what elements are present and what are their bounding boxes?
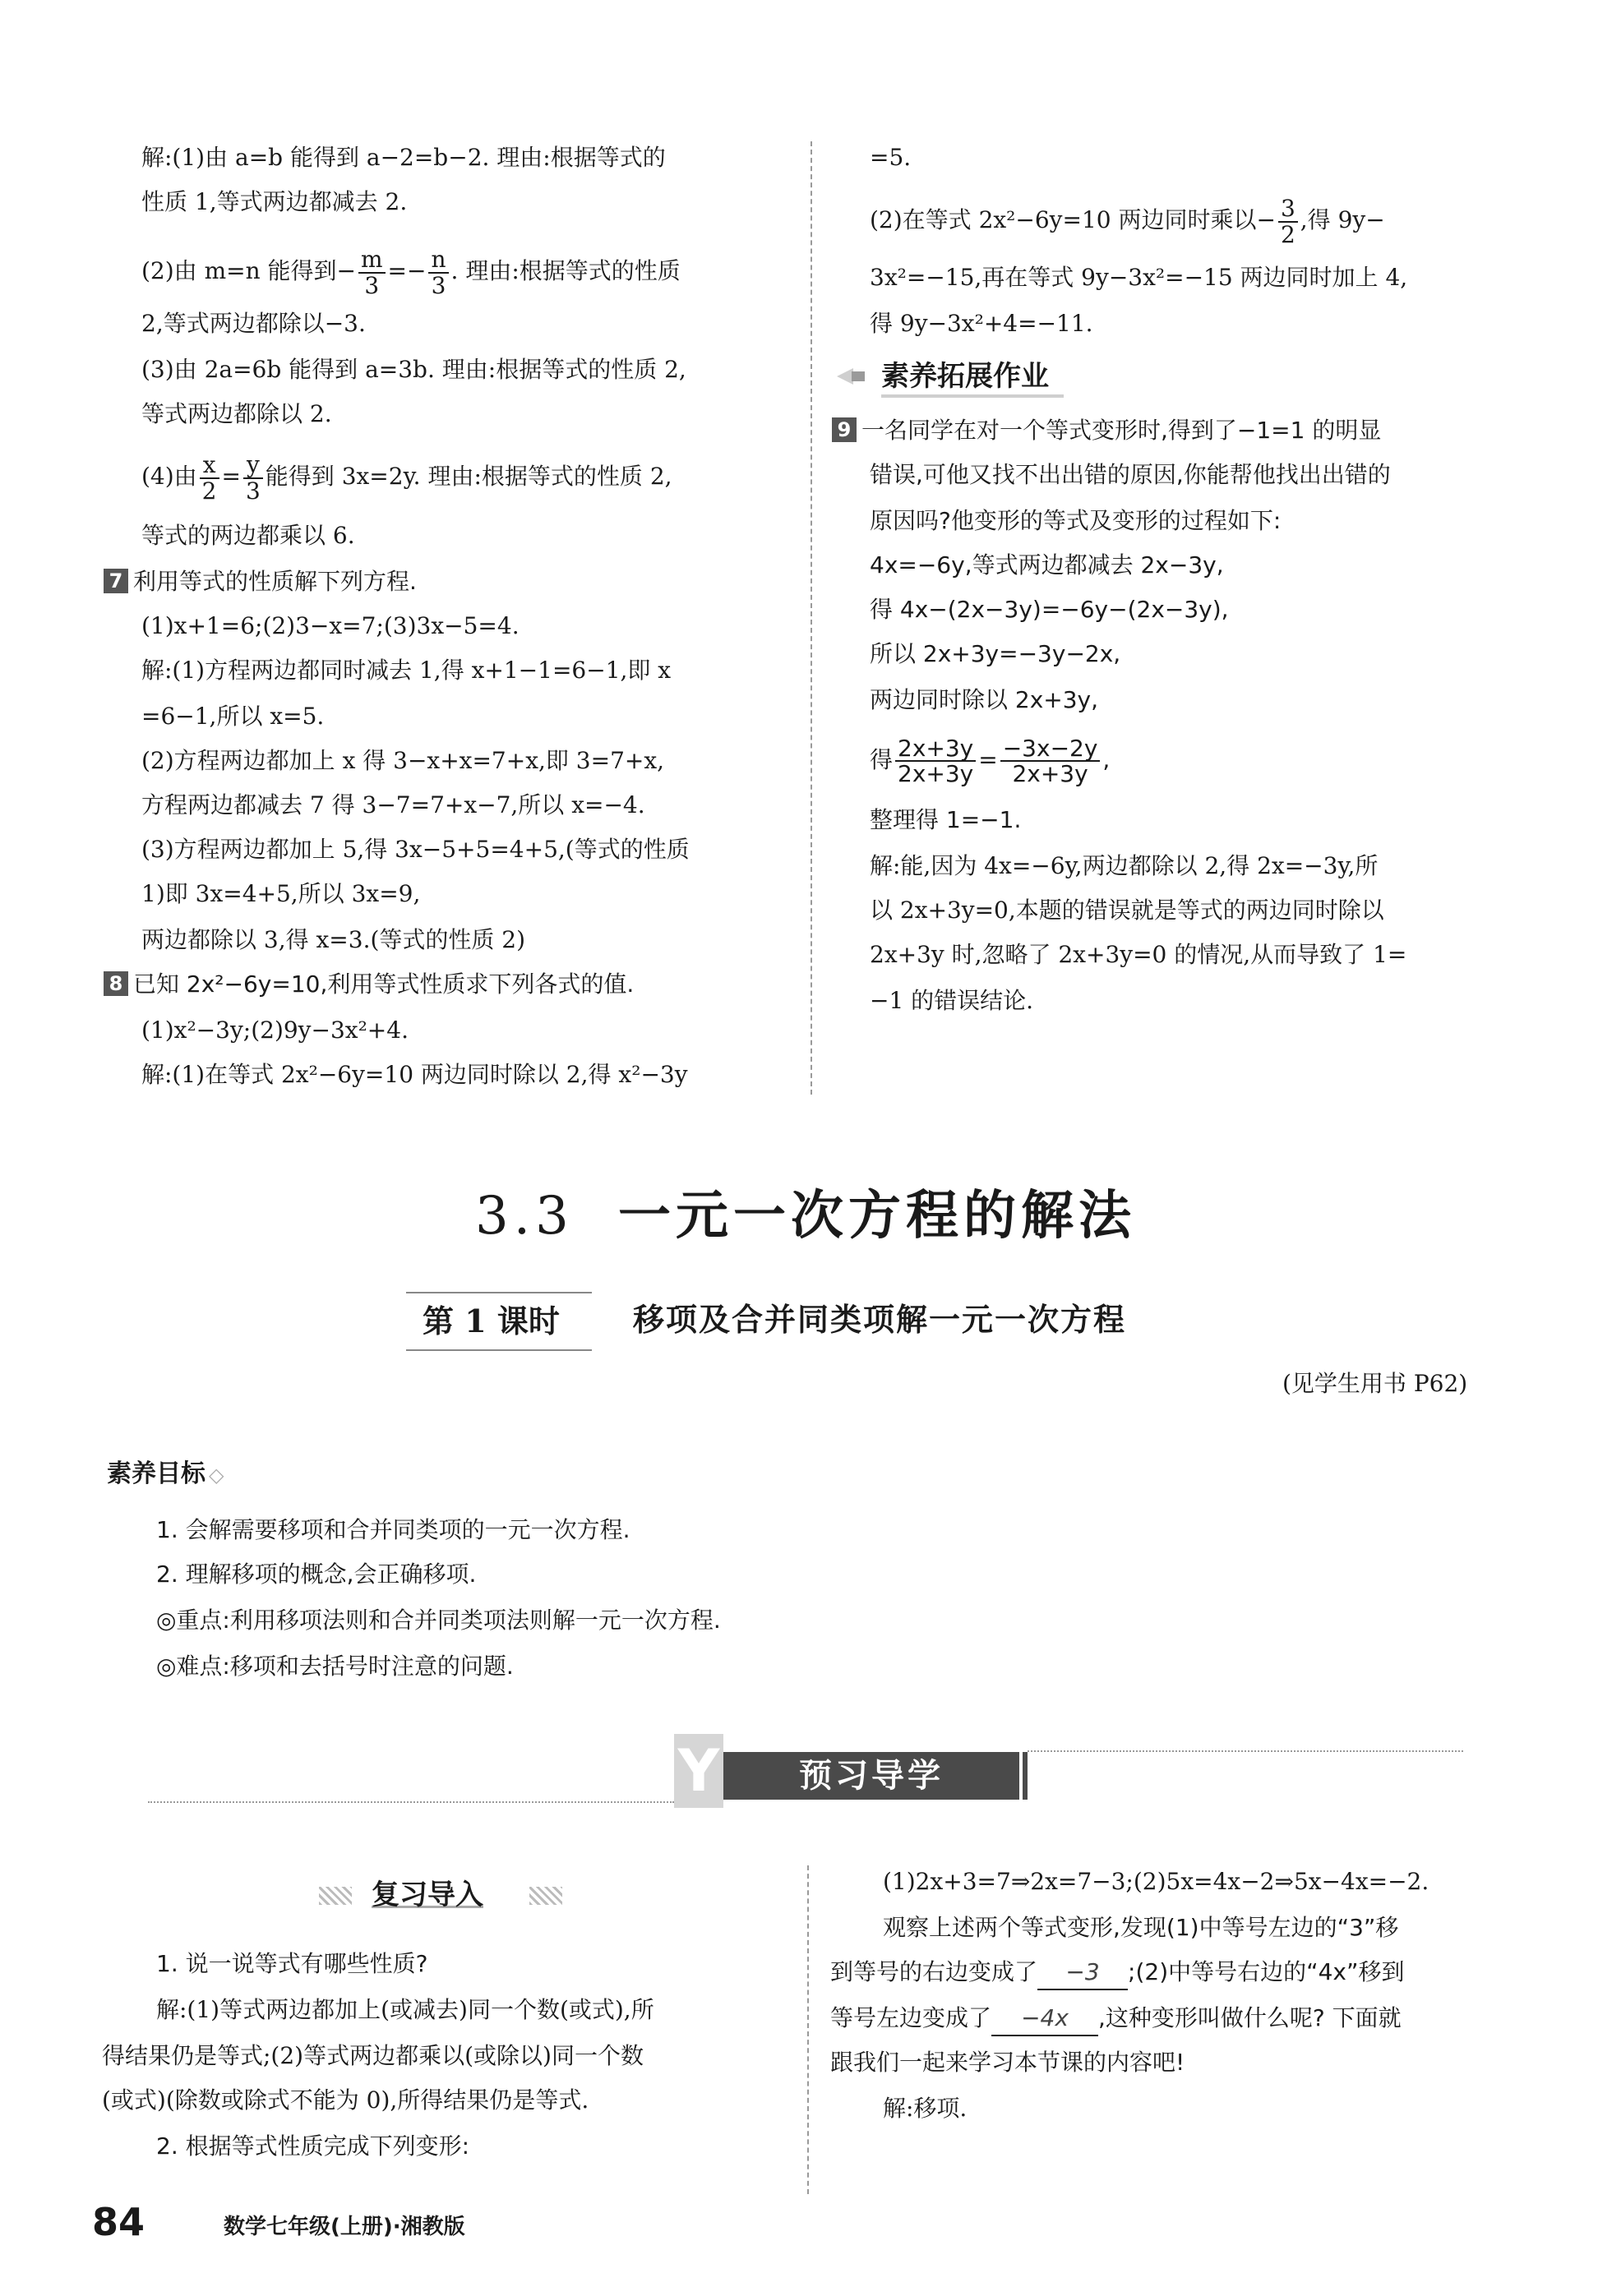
sol6-line6: 等式两边都除以 2. bbox=[141, 400, 332, 427]
book-title: 数学七年级(上册)·湘教版 bbox=[224, 2215, 465, 2239]
dotted-rule-right bbox=[1028, 1750, 1463, 1752]
preview-banner-row bbox=[0, 1734, 1598, 1816]
banner-y-letter: Y bbox=[674, 1734, 723, 1808]
lesson-label-box bbox=[406, 1292, 592, 1351]
question-number-badge: 7 bbox=[104, 569, 128, 593]
review-right-line2: 观察上述两个等式变形,发现(1)中等号左边的“3”移 bbox=[883, 1914, 1399, 1941]
review-heading-title: 复习导入 bbox=[372, 1879, 483, 1911]
dotted-rule-left bbox=[148, 1801, 674, 1803]
q9-solution-line1: 解:能,因为 4x=−6y,两边都除以 2,得 2x=−3y,所 bbox=[870, 852, 1379, 879]
review-right-line6: 解:移项. bbox=[883, 2095, 968, 2122]
review-answer-line3: (或式)(除数或除式不能为 0),所得结果仍是等式. bbox=[102, 2086, 589, 2114]
q9-line8: 得 $\frac{2x+3y}{2x+3y}$ = $\frac{-3x-2y}{2x+3y}$ , bbox=[870, 734, 1111, 787]
review-right-line4: 等号左边变成了 −4x ,这种变形叫做什么呢? 下面就 bbox=[830, 2002, 1402, 2036]
pencil-arrow-icon bbox=[832, 357, 871, 396]
lesson-label: 第 1 课时 bbox=[423, 1302, 560, 1339]
sol6-line5: (3)由 2a=6b 能得到 a=3b. 理由:根据等式的性质 2, bbox=[141, 356, 686, 383]
review-right-line5: 跟我们一起来学习本节课的内容吧! bbox=[830, 2049, 1185, 2076]
fraction: $\frac{y}{3}$ bbox=[243, 453, 263, 503]
q7-sub: (1)x+1=6;(2)3−x=7;(3)3x−5=4. bbox=[141, 612, 520, 639]
q9-line7: 两边同时除以 2x+3y, bbox=[870, 686, 1099, 713]
sol6-line1: 解:(1)由 a=b 能得到 a−2=b−2. 理由:根据等式的 bbox=[141, 144, 666, 171]
review-question-1: 1. 说一说等式有哪些性质? bbox=[156, 1950, 428, 1977]
diamond-arrow-icon: ◇ bbox=[209, 1464, 224, 1487]
extension-banner-title: 素养拓展作业 bbox=[881, 358, 1064, 398]
review-question-2: 2. 根据等式性质完成下列变形: bbox=[156, 2132, 470, 2160]
q8-line4: 3x²=−15,再在等式 9y−3x²=−15 两边同时加上 4, bbox=[870, 264, 1408, 291]
q9-solution-line4: −1 的错误结论. bbox=[870, 987, 1034, 1014]
goal-2: 2. 理解移项的概念,会正确移项. bbox=[156, 1561, 477, 1588]
q7-line1: 解:(1)方程两边都同时减去 1,得 x+1−1=6−1,即 x bbox=[141, 657, 672, 684]
q9-line2: 错误,可他又找不出出错的原因,你能帮他找出出错的 bbox=[870, 461, 1391, 488]
q8-line5: 得 9y−3x²+4=−11. bbox=[870, 310, 1093, 337]
q9-line5: 得 4x−(2x−3y)=−6y−(2x−3y), bbox=[870, 596, 1229, 623]
q8-line3: (2)在等式 2x²−6y=10 两边同时乘以− $\frac{3}{2}$ ,得 9y− bbox=[870, 195, 1385, 248]
q8-sub: (1)x²−3y;(2)9y−3x²+4. bbox=[141, 1017, 409, 1044]
extension-banner bbox=[832, 355, 1095, 398]
sol6-line2: 性质 1,等式两边都减去 2. bbox=[141, 188, 408, 215]
goal-key-point: ◎重点:利用移项法则和合并同类项法则解一元一次方程. bbox=[156, 1607, 721, 1634]
fraction: $\frac{x}{2}$ bbox=[200, 453, 219, 503]
question-9-line1: 9 一名同学在对一个等式变形时,得到了−1=1 的明显 bbox=[832, 414, 1381, 447]
section-number: 3.3 bbox=[475, 1186, 574, 1247]
q7-line5: (3)方程两边都加上 5,得 3x−5+5=4+5,(等式的性质 bbox=[141, 836, 690, 863]
question-number-badge: 9 bbox=[832, 417, 857, 442]
q8-line2: =5. bbox=[870, 144, 912, 171]
sol6-line8: 等式的两边都乘以 6. bbox=[141, 522, 355, 549]
section-heading bbox=[0, 1183, 1598, 1249]
q9-line9: 整理得 1=−1. bbox=[870, 806, 1022, 833]
q9-line6: 所以 2x+3y=−3y−2x, bbox=[870, 640, 1121, 667]
fraction: $\frac{m}{3}$ bbox=[358, 247, 386, 297]
review-answer-line2: 得结果仍是等式;(2)等式两边都乘以(或除以)同一个数 bbox=[102, 2042, 644, 2069]
sol6-line4: 2,等式两边都除以−3. bbox=[141, 310, 366, 337]
fraction: $\frac{n}{3}$ bbox=[428, 247, 448, 297]
hatch-right bbox=[529, 1887, 562, 1905]
column-divider-bottom bbox=[807, 1865, 809, 2194]
review-right-line3: 到等号的右边变成了 −3 ;(2)中等号右边的“4x”移到 bbox=[830, 1956, 1405, 1990]
q8-line1: 解:(1)在等式 2x²−6y=10 两边同时除以 2,得 x²−3y bbox=[141, 1061, 688, 1088]
sol6-line3: (2)由 m=n 能得到− $\frac{m}{3}$ =− $\frac{n}{3}$ . 理由:根据等式的性质 bbox=[141, 246, 681, 299]
goal-1: 1. 会解需要移项和合并同类项的一元一次方程. bbox=[156, 1516, 630, 1543]
hatch-left bbox=[319, 1887, 352, 1905]
review-answer-line1: 解:(1)等式两边都加上(或减去)同一个数(或式),所 bbox=[156, 1996, 654, 2023]
review-right-line1: (1)2x+3=7⇒2x=7−3;(2)5x=4x−2⇒5x−4x=−2. bbox=[883, 1868, 1429, 1895]
fraction: $\frac{-3x-2y}{2x+3y}$ bbox=[1000, 736, 1101, 786]
q7-line7: 两边都除以 3,得 x=3.(等式的性质 2) bbox=[141, 926, 526, 953]
lesson-heading bbox=[406, 1292, 1228, 1349]
sol6-line7: (4)由 $\frac{x}{2}$ = $\frac{y}{3}$ 能得到 3x=2y. 理由:根据等式的性质 2, bbox=[141, 451, 672, 505]
goal-difficult-point: ◎难点:移项和去括号时注意的问题. bbox=[156, 1653, 514, 1680]
lesson-title: 移项及合并同类项解一元一次方程 bbox=[633, 1301, 1127, 1338]
q9-line4: 4x=−6y,等式两边都减去 2x−3y, bbox=[870, 551, 1224, 579]
q7-line6: 1)即 3x=4+5,所以 3x=9, bbox=[141, 880, 421, 907]
question-7-title: 7 利用等式的性质解下列方程. bbox=[104, 565, 417, 598]
student-book-reference: (见学生用书 P62) bbox=[1282, 1370, 1468, 1397]
q7-line3: (2)方程两边都加上 x 得 3−x+x=7+x,即 3=7+x, bbox=[141, 747, 665, 774]
review-heading bbox=[319, 1875, 566, 1915]
fill-blank-1: −3 bbox=[1037, 1956, 1128, 1990]
preview-banner: 预习导学 bbox=[723, 1752, 1019, 1800]
fraction: $\frac{2x+3y}{2x+3y}$ bbox=[895, 736, 976, 786]
q9-line3: 原因吗?他变形的等式及变形的过程如下: bbox=[870, 507, 1282, 534]
q9-solution-line2: 以 2x+3y=0,本题的错误就是等式的两边同时除以 bbox=[870, 897, 1384, 924]
fraction: $\frac{3}{2}$ bbox=[1278, 196, 1298, 247]
goals-title: 素养目标 ◇ bbox=[107, 1459, 224, 1488]
column-divider-top bbox=[811, 141, 812, 1095]
section-title: 一元一次方程的解法 bbox=[618, 1185, 1136, 1247]
page-number: 84 bbox=[92, 2200, 145, 2244]
q7-line2: =6−1,所以 x=5. bbox=[141, 703, 325, 730]
question-8-title: 8 已知 2x²−6y=10,利用等式性质求下列各式的值. bbox=[104, 968, 634, 1001]
q9-solution-line3: 2x+3y 时,忽略了 2x+3y=0 的情况,从而导致了 1= bbox=[870, 941, 1407, 968]
question-number-badge: 8 bbox=[104, 971, 128, 996]
q7-line4: 方程两边都减去 7 得 3−7=7+x−7,所以 x=−4. bbox=[141, 791, 645, 818]
banner-end-bar bbox=[1023, 1752, 1028, 1800]
fill-blank-2: −4x bbox=[991, 2002, 1098, 2036]
